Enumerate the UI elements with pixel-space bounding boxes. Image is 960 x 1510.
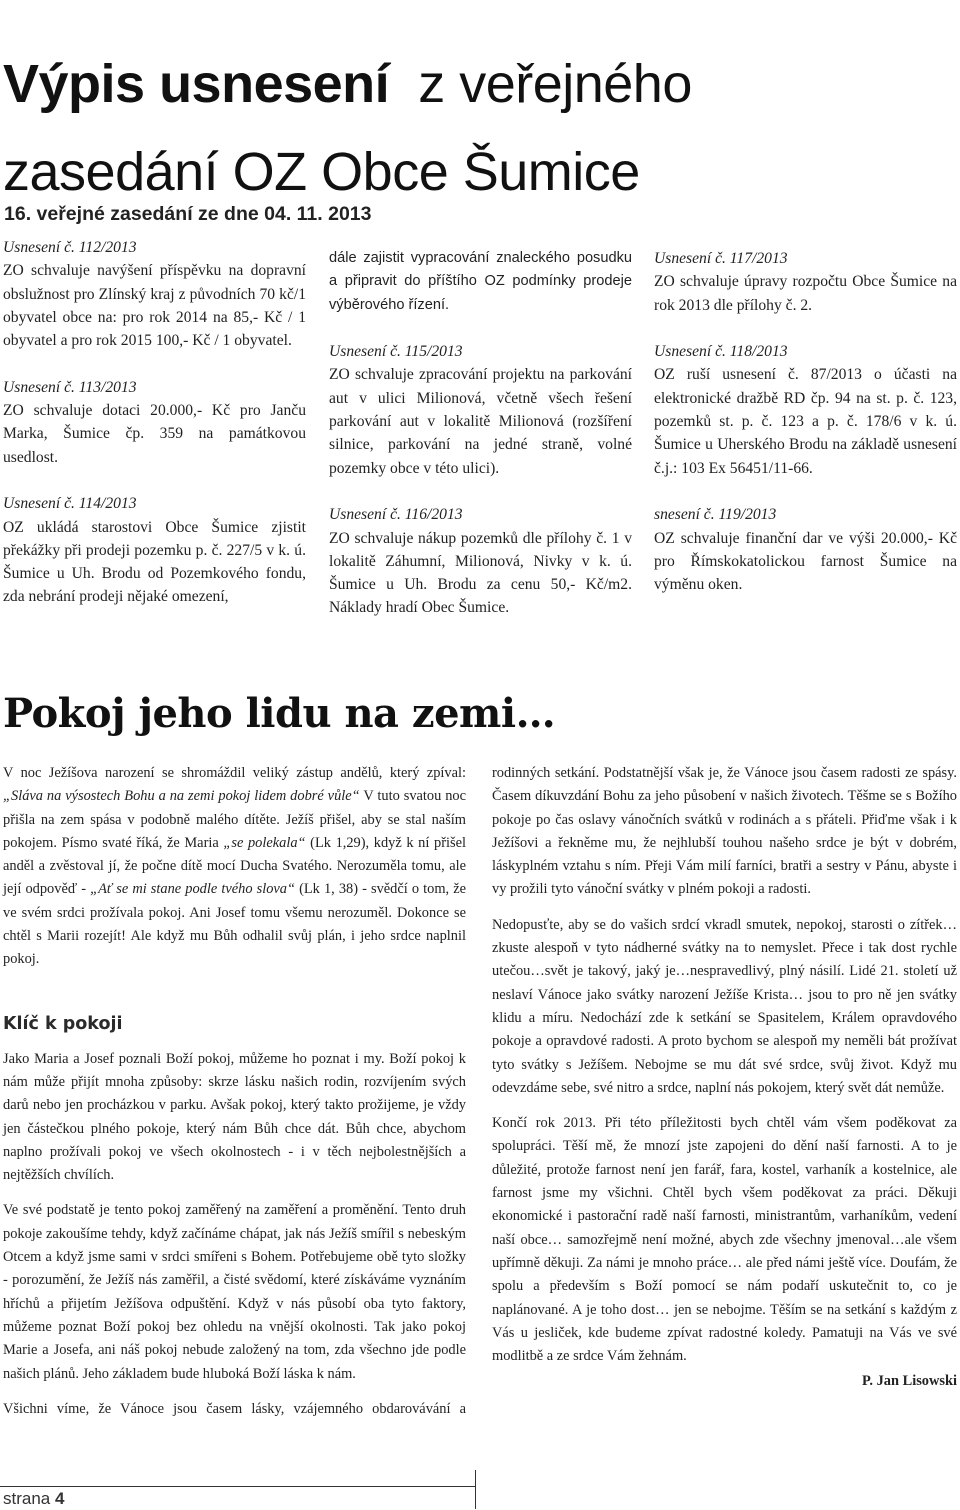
resolution-text: ZO schvaluje nákup pozemků dle přílohy č. 1 v lokalitě Záhumní, Milionová, Nivky v k. ú. Šumice u Uh. Brodu za cenu 50,- Kč/m2. Náklady hradí Obec Šumice. — [329, 529, 632, 617]
resolution-number: Usnesení č. 118/2013 — [654, 343, 788, 361]
title-bold: Výpis usnesení — [3, 54, 390, 114]
resolution-continuation: dále zajistit vypracování znaleckého posudku a připravit do příštího OZ podmínky prodeje výběrového řízení. — [329, 250, 632, 313]
footer-horizontal-rule — [0, 1486, 476, 1487]
resolution-text: ZO schvaluje navýšení příspěvku na dopravní obslužnost pro Zlínský kraj z původních 70 kč/1 obyvatel obce na: pro rok 2014 na 85,- Kč / 1 obyvatel a pro rok 2015 100,- Kč / 1 obyvatel. — [3, 262, 306, 350]
resolutions-column-3 — [654, 247, 957, 596]
resolution-number: Usnesení č. 116/2013 — [329, 506, 463, 524]
footer-vertical-rule — [475, 1470, 476, 1509]
resolution-number: Usnesení č. 117/2013 — [654, 250, 788, 267]
resolution-text: ZO schvaluje dotaci 20.000,- Kč pro Janču Marka, Šumice čp. 359 na památkovou usedlost. — [3, 402, 306, 466]
resolution-number: Usnesení č. 112/2013 — [3, 239, 137, 256]
title-line1-rest: z veřejného — [418, 54, 692, 114]
article-column-2 — [492, 762, 957, 1394]
resolution-text: ZO schvaluje zpracování projektu na parkování aut v ulici Milionová, včetně všech řešení parkování aut v lokalitě Milionová (rozšíření silnice, parkování na jedné straně, volné pozemky obce v této ulici). — [329, 366, 632, 477]
resolution-text: OZ schvaluje finanční dar ve výši 20.000,- Kč pro Římskokatolickou farnost Šumice na výměnu oken. — [654, 529, 957, 594]
meeting-subtitle: 16. veřejné zasedání ze dne 04. 11. 2013 — [4, 203, 372, 225]
resolution-number: Usnesení č. 113/2013 — [3, 378, 137, 396]
article-paragraph: Končí rok 2013. Při této příležitosti bych chtěl vám všem poděkovat za spolupráci. Těší mě, že mnozí jste zapojeni do dění naší farnosti. A to je důležité, protože farnost není jen farář, fara, kostel, varhaník a kostelnice, ale farnost jsme my všichni. Chtěl bych všem poděkovat za práci. Děkuji ekonomické i pastorační radě naší farnosti, ministrantům, varhaníkům, vedení naší obce… samozřejmě není možné, abych zde všechny jmenoval…ale všem upřímně děkuji. Za námi je mnoho práce… ale před námi ještě více. Doufám, že spolu a především s Boží pomocí se nám podaří uskutečnit to, co je naplánované. A je toho dost… jen se nebojme. Těším se na setkání s každým z Vás u jesliček, kde budeme zpívat radostné koledy. Pamatuji na Vás ve své modlitbě a ze srdce Vám žehnám. — [492, 1115, 957, 1365]
article-paragraph-continuation: rodinných setkání. Podstatnější však je, že Vánoce jsou časem radosti ze spásy. Časem díkuvzdání Bohu za jeho působení v našich životech. Těšme se s Božího pokoje po čas oslavy vánočních svátků v rodinách a s přáteli. Přiďme však i k Ježíšovi a řekněme mu, že nejhlubší touhou našeho srdce je být v dobrém, láskyplném vztahu s ním. Přeji Vám milí farníci, bratři a sestry v Pánu, abyste i vy prožili tyto vánoční svátky v plném pokoji a radosti. — [492, 765, 957, 898]
article-subheading: Klíč k pokoji — [3, 1013, 123, 1034]
resolution-number: Usnesení č. 115/2013 — [329, 343, 463, 361]
article-headline: Pokoj jeho lidu na zemi… — [3, 690, 556, 737]
resolutions-column-1 — [3, 236, 306, 609]
article-paragraph: Jako Maria a Josef poznali Boží pokoj, můžeme ho poznat i my. Boží pokoj k nám může přijít mnoha způsoby: skrze lásku našich rodin, rozvíjením svých darů nebo jen procházkou v parku. Avšak pokoj, který takto prožijeme, je vždy jen částečkou plného pokoje, který nám Bůh chce dát. Bůh chce, abychom naplno prožívali pokoj ve všech okolnostech - i v těch nejbolestnějších a nejtěžších chvílích. — [3, 1050, 466, 1184]
author-signature: P. Jan Lisowski — [861, 1373, 957, 1390]
article-paragraph-continued — [492, 762, 957, 902]
article-paragraph: V noc Ježíšova narození se shromáždil veliký zástup andělů, který zpíval: „Sláva na výsostech Bohu a na zemi pokoj lidem dobré vůle“ V tuto svatou noc přišla na zem spása v podobně malého dítěte. Ježíš přišel, aby se stal naším pokojem. Písmo svaté říká, že Maria „se polekala“ (Lk 1,29), když k ní přišel anděl a zvěstoval jí, že počne dítě mocí Ducha Svatého. Nerozuměla tomu, ale její odpověď - „Ať se mi stane podle tvého slova“ (Lk 1, 38) - svědčí o tom, že ve svém srdci prožívala pokoj. Ani Josef tomu všemu nerozuměl. Dokonce se chtěl s Marii rozejít! Ale když mu Bůh odhalil svůj plán, i jeho srdce naplnil pokoj. — [3, 765, 467, 968]
article-paragraph: Ve své podstatě je tento pokoj zaměřený na zaměření a proměnění. Tento druh pokoje zakoušíme tehdy, když začínáme chápat, jak nás Ježíš smířil s nebeským Otcem a když jsme sami v srdci smířeni s Bohem. Potřebujeme obě tyto složky - porozumění, že Ježíš nás zaměřil, a čisté svědomí, které získáváme vyznáním hříchů a přijetím Ježíšova odpuštění. Když v nás působí oba tyto faktory, můžeme poznat Boží pokoj bez ohledu na vnější okolnosti. Tak jako pokoj Marie a Josefa, ani náš pokoj nebude založený na tom, zda všechno jde podle našich plánů. Jeho základem bude hluboká Boží láska k nám. — [3, 1202, 466, 1382]
resolutions-column-2 — [329, 247, 632, 620]
title-line2: zasedání OZ Obce Šumice — [3, 142, 640, 202]
resolution-number: snesení č. 119/2013 — [654, 506, 777, 524]
resolution-number: Usnesení č. 114/2013 — [3, 495, 137, 513]
article-paragraph: Všichni víme, že Vánoce jsou časem lásky, vzájemného obdarovávání a — [3, 1400, 466, 1417]
resolution-text: OZ ruší usnesení č. 87/2013 o účasti na elektronické dražbě RD čp. 94 na st. p. č. 123, pozemků st. p. č. 123 a p. č. 178/6 v k. ú. Šumice u Uherského Brodu na základě usnesení č.j.: 103 Ex 56451/11-66. — [654, 366, 957, 477]
page-number: strana 4 — [3, 1489, 65, 1508]
article-column-1 — [3, 762, 466, 1421]
resolution-text: ZO schvaluje úpravy rozpočtu Obce Šumice na rok 2013 dle přílohy č. 2. — [654, 273, 957, 314]
article-paragraph: Nedopusťte, aby se do vašich srdcí vkradl smutek, nepokoj, starosti o zítřek… zkuste alespoň v tyto nádherné svátky na to nemyslet. Přece i tak dost rychle utečou…svět je takový, jaký je…nespravedlivý, plný násilí. Lidé 21. století už neslaví Vánoce jako svátky narození Ježíše Krista… jsou to pro ně jen svátky klidu a míru. Nedochází zde k setkání se Spasitelem, Králem opravdového pokoje a opravdové radosti. A proto bychom se alespoň my neměli bát prožívat tyto svátky s Ježíšem. Nebojme se mu dát své srdce, svůj život. Když mu odevzdáme sebe, své nitro a srdce, naplní nás pokojem, který svět dát nemůže. — [492, 916, 957, 1096]
resolution-text: OZ ukládá starostovi Obce Šumice zjistit překážky při prodeji pozemku p. č. 227/5 v k. ú. Šumice u Uh. Brodu od Pozemkového fondu, zda nebrání prodeji nějaké omezení, — [3, 518, 306, 606]
page-title — [3, 40, 903, 216]
